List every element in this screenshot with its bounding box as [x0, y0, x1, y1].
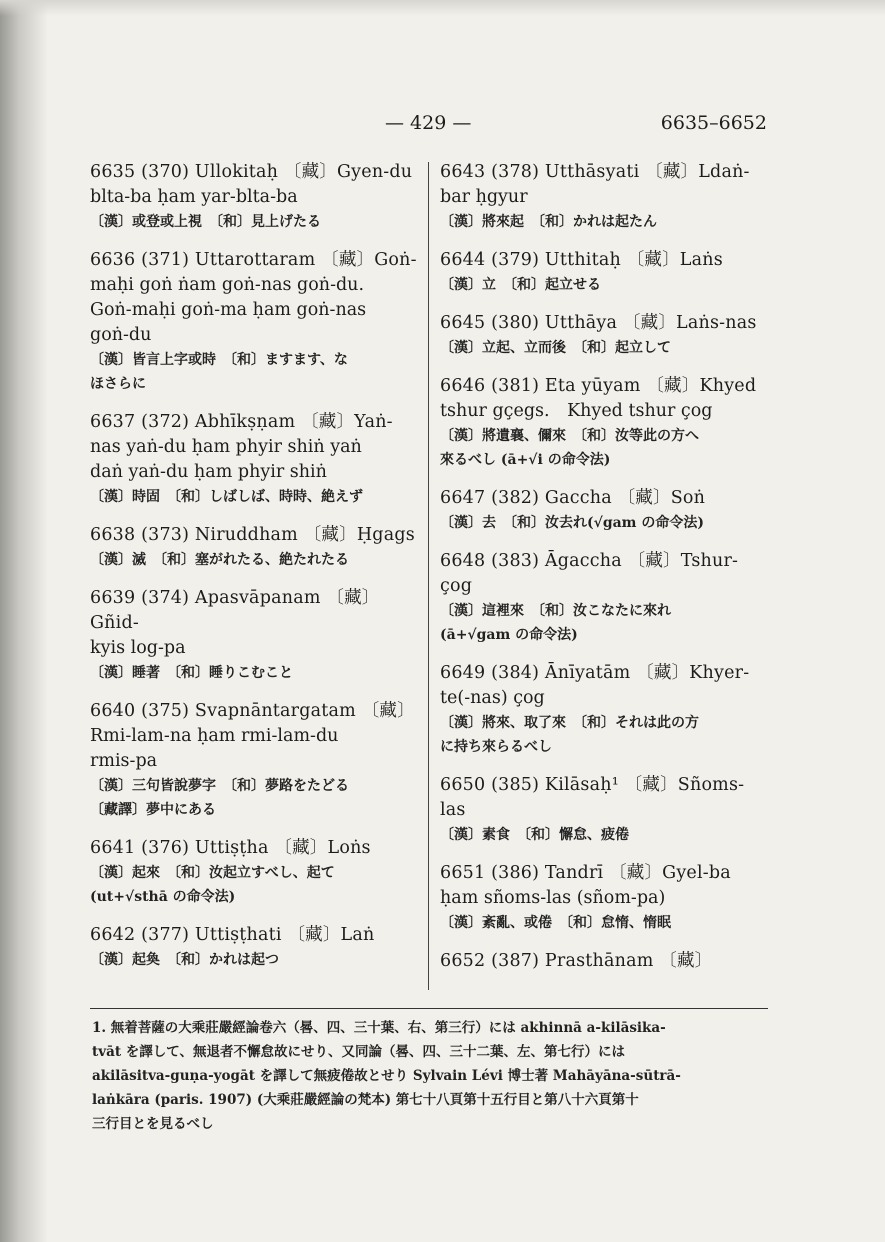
entry-gloss-line: 〔藏譯〕夢中にある: [90, 802, 216, 818]
top-edge-band: [0, 0, 885, 16]
entry-tibetan-line: maḥi goṅ ṅam goṅ-nas goṅ-du.: [90, 275, 365, 295]
entry-tibetan-line: ḥam sñoms-las (sñom-pa): [440, 888, 666, 908]
entry-gloss-line: 〔漢〕將來、取了來 〔和〕それは此の方: [440, 715, 699, 731]
entry-tibetan-line: daṅ yaṅ-du ḥam phyir shiṅ: [90, 462, 327, 482]
footnote-line: 三行目とを見るべし: [92, 1116, 214, 1132]
entry-tibetan-line: blta-ba ḥam yar-blta-ba: [90, 187, 298, 207]
entry-headword: 6647 (382) Gaccha 〔藏〕Soṅ: [440, 488, 706, 508]
entry-tibetan-line: kyis log-pa: [90, 638, 186, 658]
entry-gloss-line: 〔漢〕三句皆說夢字 〔和〕夢路をたどる: [90, 778, 349, 794]
entry-gloss-line: 〔漢〕去 〔和〕汝去れ(√gam の命令法): [440, 515, 704, 531]
entry-tibetan-line: Goṅ-maḥi goṅ-ma ḥam goṅ-nas: [90, 300, 367, 320]
entry-headword: 6640 (375) Svapnāntargatam 〔藏〕: [90, 701, 415, 721]
entry-headword: 6636 (371) Uttarottaram 〔藏〕Goṅ-: [90, 250, 417, 270]
entry-gloss-line: 〔漢〕這裡來 〔和〕汝こなたに來れ: [440, 603, 671, 619]
dictionary-entry: [440, 374, 768, 472]
dictionary-entry: [440, 248, 768, 297]
entry-tibetan-line: rmis-pa: [90, 751, 158, 771]
entry-gloss-line: ほさらに: [90, 376, 146, 392]
entry-headword: 6644 (379) Utthitaḥ 〔藏〕Laṅs: [440, 250, 723, 270]
entry-gloss-line: 〔漢〕將遺襄、儞來 〔和〕汝等此の方へ: [440, 428, 699, 444]
entry-tibetan-line: goṅ-du: [90, 325, 152, 345]
entry-headword: 6651 (386) Tandrī 〔藏〕Gyel-ba: [440, 863, 731, 883]
entry-gloss-line: 〔漢〕立 〔和〕起立せる: [440, 277, 601, 293]
dictionary-entry: [440, 661, 768, 759]
entry-gloss-line: (ā+√gam の命令法): [440, 627, 578, 643]
entry-tibetan-line: tshur gçegs. Khyed tshur çog: [440, 401, 713, 421]
book-spine-shadow: [0, 0, 48, 1242]
entry-gloss-line: (ut+√sthā の命令法): [90, 889, 236, 905]
entry-headword: 6646 (381) Eta yūyam 〔藏〕Khyed: [440, 376, 757, 396]
entry-tibetan-line: Rmi-lam-na ḥam rmi-lam-du: [90, 726, 339, 746]
entry-range: 6635–6652: [660, 112, 767, 134]
entry-headword: 6639 (374) Apasvāpanam 〔藏〕Gñid-: [90, 588, 380, 633]
dictionary-entry: [440, 549, 768, 647]
dictionary-entry: [440, 160, 768, 234]
footnote-line: tvāt を譯して、無退者不懈怠故にせり、又同論（晷、四、三十二葉、左、第七行）には: [92, 1044, 625, 1060]
entry-gloss-line: 〔漢〕時固 〔和〕しばしば、時時、絶えず: [90, 489, 363, 505]
entry-headword: 6637 (372) Abhīkṣṇam 〔藏〕Yaṅ-: [90, 412, 393, 432]
left-column: [90, 160, 420, 986]
entry-headword: 6650 (385) Kilāsaḥ¹ 〔藏〕Sñoms-las: [440, 775, 745, 820]
entry-gloss-line: 來るべし (ā+√i の命令法): [440, 452, 611, 468]
entry-gloss-line: 〔漢〕或登或上視 〔和〕見上げたる: [90, 214, 321, 230]
footnote-line: laṅkāra (paris. 1907) (大乘莊嚴經論の梵本) 第七十八頁第十五行目と第八十六頁第十: [92, 1092, 639, 1108]
dictionary-entry: [90, 410, 420, 509]
entry-gloss-line: 〔漢〕素食 〔和〕懈怠、疲倦: [440, 827, 629, 843]
entry-gloss-line: 〔漢〕紊亂、或倦 〔和〕怠惰、惰眠: [440, 915, 671, 931]
entry-gloss-line: 〔漢〕將來起 〔和〕かれは起たん: [440, 214, 657, 230]
footnote-line: 1. 無着菩薩の大乘莊嚴經論卷六（晷、四、三十葉、右、第三行）には akhinnā a-kilāsika-: [92, 1020, 666, 1036]
dictionary-entry: [90, 248, 420, 396]
entry-tibetan-line: te(-nas) çog: [440, 688, 545, 708]
dictionary-entry: [90, 160, 420, 234]
dictionary-entry: [440, 861, 768, 935]
page-number: — 429 —: [385, 112, 472, 134]
footnotes: [92, 1016, 768, 1136]
dictionary-entry: [440, 949, 768, 974]
entry-gloss-line: 〔漢〕立起、立而後 〔和〕起立して: [440, 340, 671, 356]
right-column: [440, 160, 768, 988]
column-divider: [428, 162, 429, 990]
dictionary-entry: [90, 523, 420, 572]
entry-gloss-line: に持ち來らるべし: [440, 739, 552, 755]
entry-headword: 6635 (370) Ullokitaḥ 〔藏〕Gyen-du: [90, 162, 413, 182]
dictionary-entry: [90, 923, 420, 972]
entry-headword: 6638 (373) Niruddham 〔藏〕Ḥgags: [90, 525, 415, 545]
entry-headword: 6648 (383) Āgaccha 〔藏〕Tshur-çog: [440, 551, 739, 596]
dictionary-entry: [440, 773, 768, 847]
entry-headword: 6649 (384) Ānīyatām 〔藏〕Khyer-: [440, 663, 750, 683]
footnote-rule: [90, 1008, 768, 1009]
entry-gloss-line: 〔漢〕起來 〔和〕汝起立すべし、起て: [90, 865, 335, 881]
footnote-line: akilāsitva-guṇa-yogāt を譯して無疲倦故とせり Sylvain Lévi 博士著 Mahāyāna-sūtrā-: [92, 1068, 681, 1084]
entry-headword: 6642 (377) Uttiṣṭhati 〔藏〕Laṅ: [90, 925, 375, 945]
dictionary-entry: [90, 699, 420, 822]
entry-headword: 6641 (376) Uttiṣṭha 〔藏〕Loṅs: [90, 838, 371, 858]
dictionary-entry: [440, 486, 768, 535]
entry-gloss-line: 〔漢〕滅 〔和〕塞がれたる、絶たれたる: [90, 552, 349, 568]
page-header: [0, 112, 885, 142]
dictionary-entry: [90, 836, 420, 909]
dictionary-entry: [90, 586, 420, 685]
entry-gloss-line: 〔漢〕起奐 〔和〕かれは起つ: [90, 952, 279, 968]
entry-tibetan-line: nas yaṅ-du ḥam phyir shiṅ yaṅ: [90, 437, 362, 457]
entry-gloss-line: 〔漢〕皆言上字或時 〔和〕ますます、な: [90, 352, 348, 368]
entry-gloss-line: 〔漢〕睡著 〔和〕睡りこむこと: [90, 665, 293, 681]
entry-tibetan-line: bar ḥgyur: [440, 187, 528, 207]
entry-headword: 6652 (387) Prasthānam 〔藏〕: [440, 951, 713, 971]
entry-headword: 6643 (378) Utthāsyati 〔藏〕Ldaṅ-: [440, 162, 750, 182]
dictionary-entry: [440, 311, 768, 360]
entry-headword: 6645 (380) Utthāya 〔藏〕Laṅs-nas: [440, 313, 757, 333]
